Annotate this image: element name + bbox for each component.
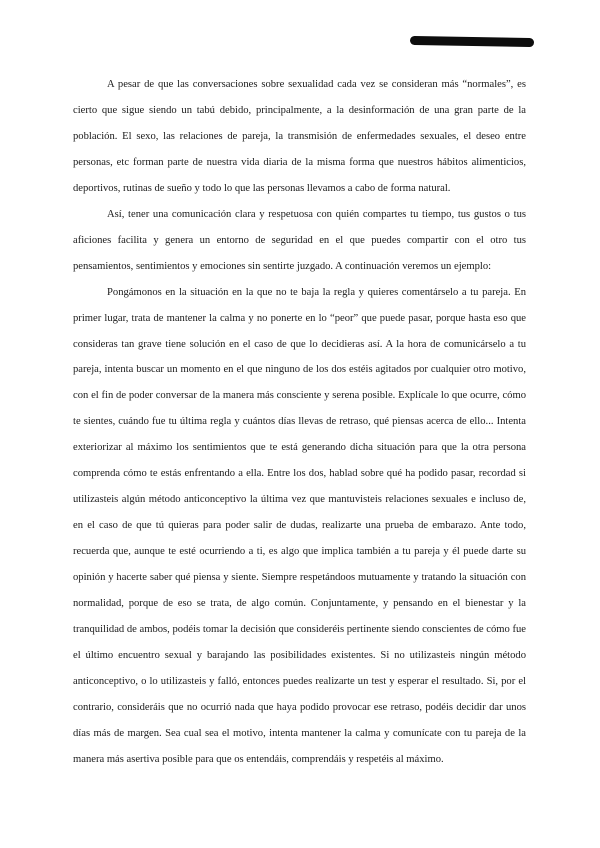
paragraph-intro: A pesar de que las conversaciones sobre sexualidad cada vez se consideran más “normales”, es cierto que sigue siendo un tabú debido, principalmente, a la desinformación de una gran parte de la población. El sexo, las relaciones de pareja, la transmisión de enfermedades sexuales, el deseo entre personas, etc forman parte de nuestra vida diaria de la misma forma que nuestros hábitos alimenticios, deportivos, rutinas de sueño y todo lo que las personas llevamos a cabo de forma natural. (73, 79, 526, 194)
paragraph-example: Pongámonos en la situación en la que no te baja la regla y quieres comentárselo a tu pareja. En primer lugar, trata de mantener la calma y no ponerte en lo “peor” que puede pasar, porque hasta eso que consideras tan grave tiene solución en el caso de que lo decidieras así. A la hora de comunicárselo a tu pareja, intenta buscar un momento en el que ninguno de los dos estéis agitados por cualquier otro motivo, con el fin de poder conversar de la manera más consciente y serena posible. Explícale lo que ocurre, cómo te sientes, cuándo fue tu última regla y cuántos días llevas de retraso, qué piensas acerca de ello... Intenta exteriorizar al máximo los sentimientos que te está generando dicha situación para que la otra persona comprenda cómo te estás enfrentando a ella. Entre los dos, hablad sobre qué ha podido pasar, recordad si utilizasteis algún método anticonceptivo la última vez que mantuvisteis relaciones sexuales e incluso de, en el caso de que tú quieras para poder salir de dudas, realizarte una prueba de embarazo. Ante todo, recuerda que, aunque te esté ocurriendo a ti, es algo que implica también a tu pareja y él puede darte su opinión y hacerte saber qué piensa y siente. Siempre respetándoos mutuamente y tratando la situación con normalidad, porque de eso se trata, de algo común. Conjuntamente, y pensando en el bienestar y la tranquilidad de ambos, podéis tomar la decisión que consideréis pertinente siendo conscientes de cómo fue el último encuentro sexual y barajando las posibilidades existentes. Si no utilizasteis ningún método anticonceptivo, o lo utilizasteis y falló, entonces puedes realizarte un test y esperar el resultado. Si, por el contrario, consideráis que no ocurrió nada que haya podido provocar ese retraso, podéis decidir dar unos días más de margen. Sea cual sea el motivo, intenta mantener la calma y comunícate con tu pareja de la manera más asertiva posible para que os entendáis, comprendáis y respetéis al máximo. (73, 286, 526, 765)
redacted-author-name (410, 36, 534, 47)
paragraph-communication: Así, tener una comunicación clara y respetuosa con quién compartes tu tiempo, tus gustos o tus aficiones facilita y genera un entorno de seguridad en el que puedes compartir con el otro tus pensamientos, sentimientos y emociones sin sentirte juzgado. A continuación veremos un ejemplo: (73, 208, 526, 272)
document-body (73, 72, 526, 773)
